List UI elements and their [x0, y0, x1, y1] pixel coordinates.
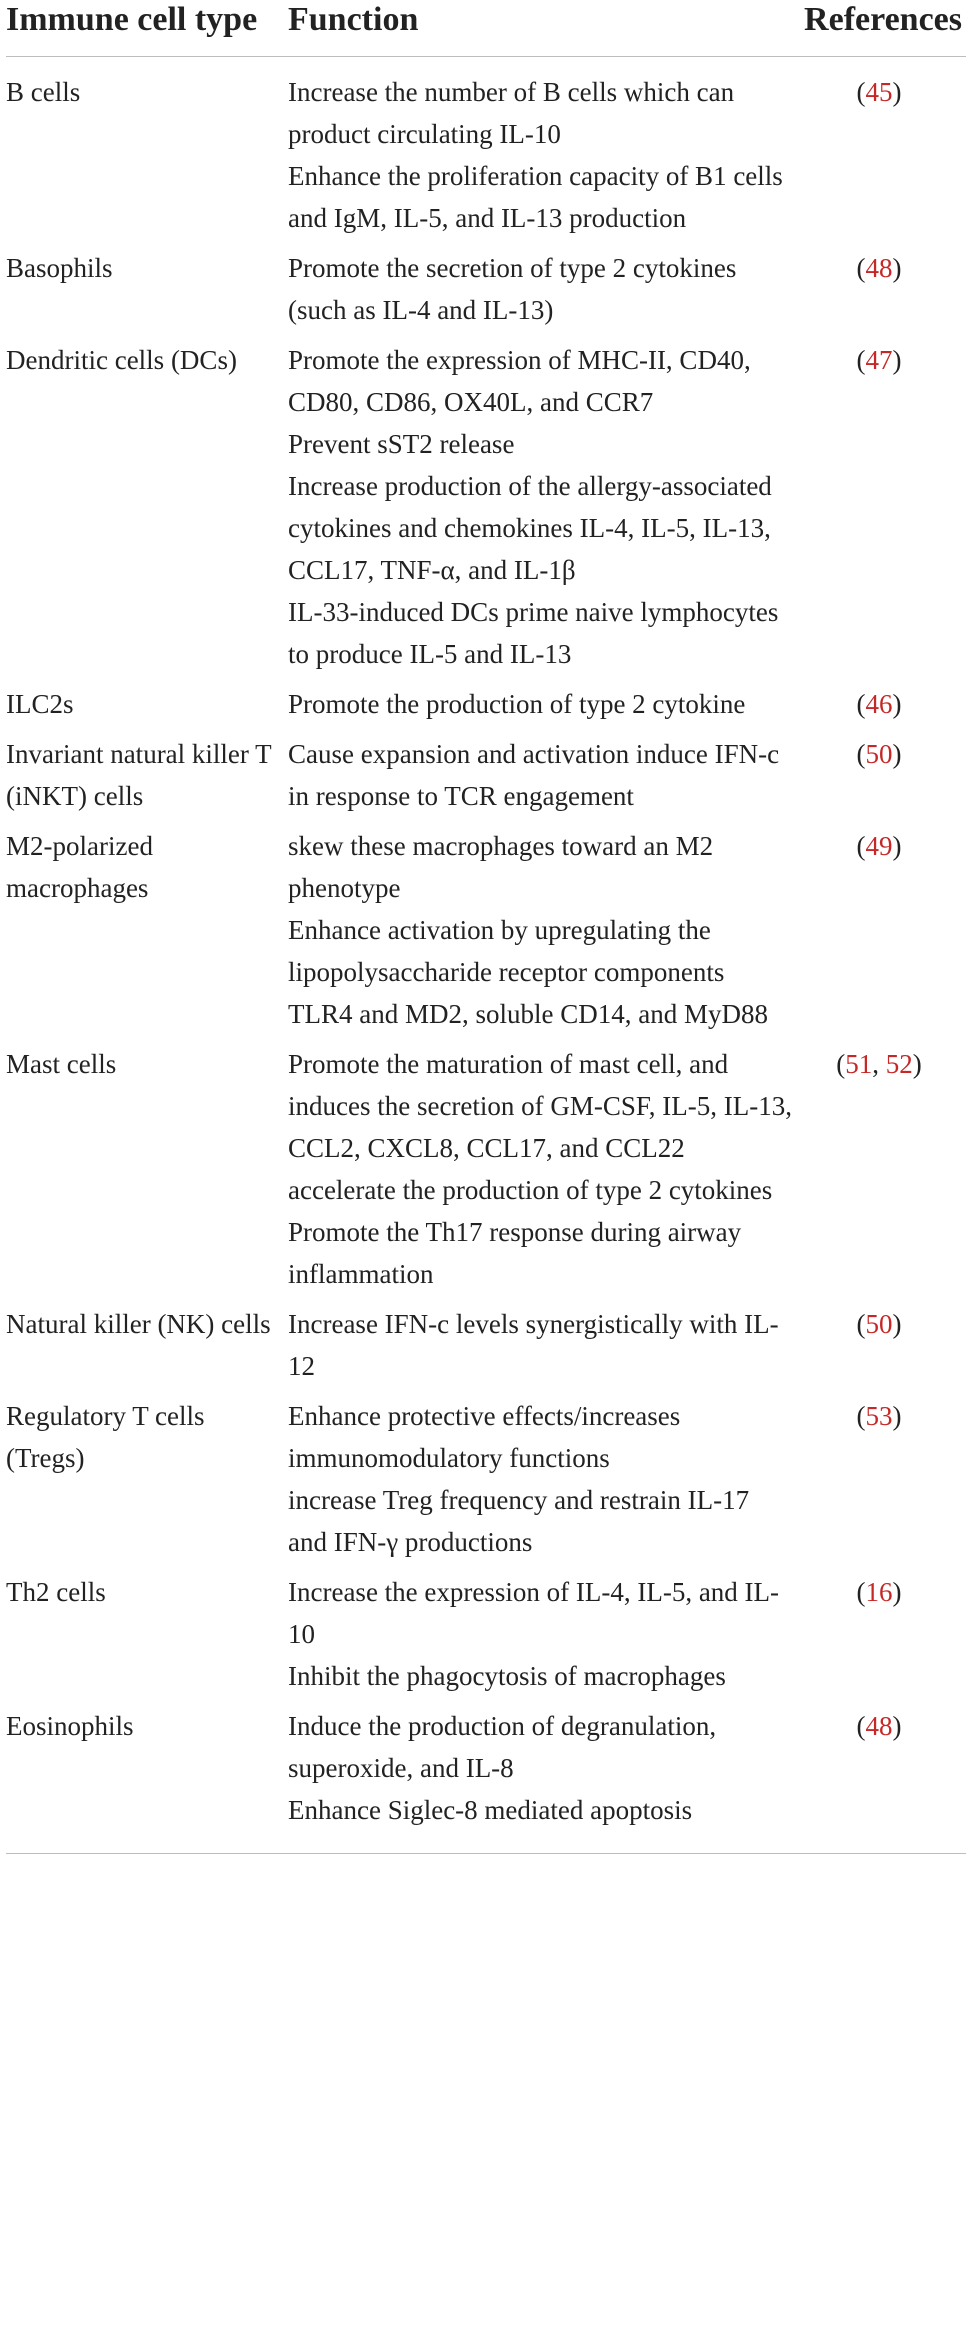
cell-type: Eosinophils [6, 1705, 288, 1854]
function-cell [288, 1395, 800, 1571]
table-row [6, 1043, 966, 1303]
reference-link[interactable]: 48 [865, 253, 893, 283]
function-cell [288, 825, 800, 1043]
reference-link[interactable]: 52 [885, 1049, 913, 1079]
function-item: Promote the maturation of mast cell, and induces the secretion of GM-CSF, IL-5, IL-13, CCL2, CXCL8, CCL17, and CCL22 [288, 1049, 792, 1163]
reference-cell: (46) [856, 689, 902, 719]
function-item: Promote the production of type 2 cytokine [288, 689, 746, 719]
function-cell [288, 683, 800, 733]
header-references: References [800, 0, 966, 57]
function-item: Enhance activation by upregulating the lipopolysaccharide receptor components TLR4 and MD2, soluble CD14, and MyD88 [288, 915, 768, 1029]
cell-type: Invariant natural killer T (iNKT) cells [6, 739, 272, 811]
function-cell [288, 1571, 800, 1705]
function-cell [288, 733, 800, 825]
function-item: skew these macrophages toward an M2 phenotype [288, 831, 714, 903]
cell-type: Mast cells [6, 1049, 117, 1079]
function-cell [288, 1705, 800, 1854]
function-item: Induce the production of degranulation, superoxide, and IL-8 [288, 1711, 717, 1783]
cell-type: Regulatory T cells (Tregs) [6, 1401, 205, 1473]
table-row [6, 1303, 966, 1395]
function-cell [288, 57, 800, 248]
reference-link[interactable]: 50 [865, 1309, 893, 1339]
header-row [6, 0, 966, 57]
header-function: Function [288, 0, 800, 57]
reference-link[interactable]: 53 [865, 1401, 893, 1431]
function-item: Enhance the proliferation capacity of B1 cells and IgM, IL-5, and IL-13 production [288, 161, 783, 233]
function-item: Enhance protective effects/increases immunomodulatory functions [288, 1401, 681, 1473]
function-item: Increase the number of B cells which can product circulating IL-10 [288, 77, 735, 149]
cell-type: Dendritic cells (DCs) [6, 345, 237, 375]
cell-type: Natural killer (NK) cells [6, 1309, 271, 1339]
reference-link[interactable]: 45 [865, 77, 893, 107]
function-item: Prevent sST2 release [288, 429, 515, 459]
reference-cell: (16) [856, 1577, 902, 1607]
function-item: increase Treg frequency and restrain IL-17 and IFN-γ productions [288, 1485, 750, 1557]
reference-cell: (48) [856, 253, 902, 283]
function-item: Increase production of the allergy-associated cytokines and chemokines IL-4, IL-5, IL-13, CCL17, TNF-α, and IL-1β [288, 471, 772, 585]
reference-link[interactable]: 50 [865, 739, 893, 769]
reference-cell: (45) [856, 77, 902, 107]
function-item: Increase IFN-c levels synergistically with IL-12 [288, 1309, 779, 1381]
table-row [6, 683, 966, 733]
reference-cell: (53) [856, 1401, 902, 1431]
reference-cell: (50) [856, 1309, 902, 1339]
reference-cell: (48) [800, 1705, 966, 1854]
reference-cell: (49) [856, 831, 902, 861]
reference-link[interactable]: 51 [845, 1049, 873, 1079]
reference-link[interactable]: 47 [865, 345, 893, 375]
table-header [6, 0, 966, 57]
table-row [6, 1705, 966, 1854]
function-item: Inhibit the phagocytosis of macrophages [288, 1661, 726, 1691]
function-item: Promote the secretion of type 2 cytokines (such as IL-4 and IL-13) [288, 253, 737, 325]
function-item: Cause expansion and activation induce IFN-c in response to TCR engagement [288, 739, 780, 811]
function-item: Enhance Siglec-8 mediated apoptosis [288, 1795, 693, 1825]
table-row [6, 825, 966, 1043]
reference-link[interactable]: 48 [865, 1711, 893, 1741]
reference-cell: (47) [856, 345, 902, 375]
function-cell [288, 247, 800, 339]
header-cell-type: Immune cell type [6, 0, 288, 57]
function-cell [288, 339, 800, 683]
cell-type: B cells [6, 77, 81, 107]
reference-cell: (50) [856, 739, 902, 769]
function-item: Promote the Th17 response during airway inflammation [288, 1217, 742, 1289]
cell-type: Basophils [6, 253, 113, 283]
function-item: Promote the expression of MHC-II, CD40, CD80, CD86, OX40L, and CCR7 [288, 345, 751, 417]
table-row [6, 339, 966, 683]
function-cell [288, 1043, 800, 1303]
table-row [6, 247, 966, 339]
function-item: IL-33-induced DCs prime naive lymphocytes to produce IL-5 and IL-13 [288, 597, 779, 669]
function-item: Increase the expression of IL-4, IL-5, and IL-10 [288, 1577, 780, 1649]
reference-link[interactable]: 49 [865, 831, 893, 861]
immune-cell-table [6, 0, 966, 1854]
table-row [6, 57, 966, 248]
reference-link[interactable]: 46 [865, 689, 893, 719]
table-row [6, 733, 966, 825]
cell-type: ILC2s [6, 689, 74, 719]
function-cell [288, 1303, 800, 1395]
reference-cell: (51, 52) [836, 1049, 922, 1079]
function-item: accelerate the production of type 2 cytokines [288, 1175, 773, 1205]
table-row [6, 1395, 966, 1571]
cell-type: M2-polarized macrophages [6, 831, 153, 903]
reference-link[interactable]: 16 [865, 1577, 893, 1607]
table-body [6, 57, 966, 1854]
cell-type: Th2 cells [6, 1577, 106, 1607]
table-row [6, 1571, 966, 1705]
